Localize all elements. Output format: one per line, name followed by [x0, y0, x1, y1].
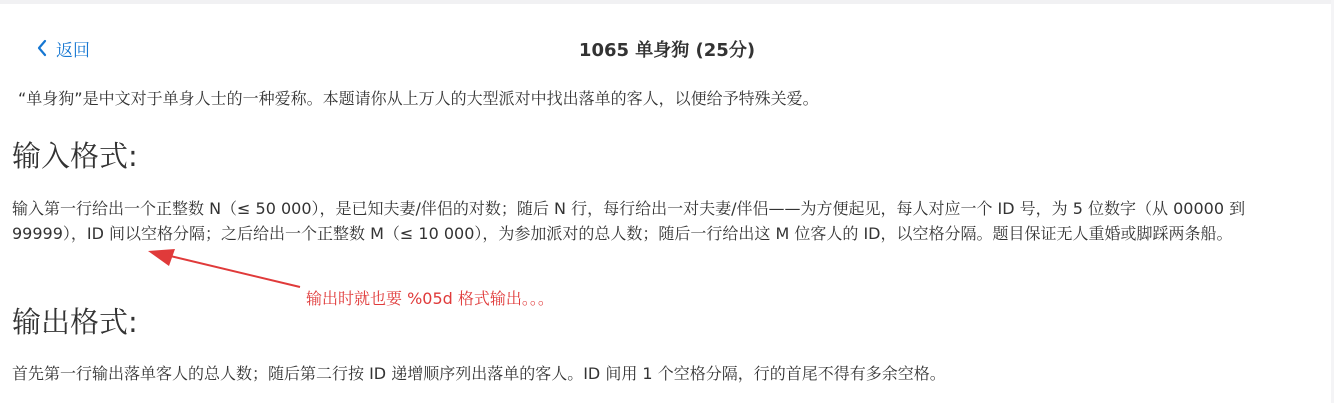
input-format-heading: 输入格式:	[12, 139, 138, 173]
top-divider	[0, 0, 1334, 4]
page-header	[0, 28, 1334, 68]
back-label: 返回	[56, 40, 90, 61]
output-format-text: 首先第一行输出落单客人的总人数；随后第二行按 ID 递增顺序列出落单的客人。ID 间用 1 个空格分隔，行的首尾不得有多余空格。	[12, 364, 946, 383]
page-title: 1065 单身狗 (25分)	[578, 40, 756, 61]
output-format-heading: 输出格式:	[12, 305, 138, 339]
problem-intro: “单身狗”是中文对于单身人士的一种爱称。本题请你从上万人的大型派对中找出落单的客人，以便给予特殊关爱。	[18, 89, 819, 108]
input-format-text: 输入第一行给出一个正整数 N（≤ 50 000），是已知夫妻/伴侣的对数；随后 N 行，每行给出一对夫妻/伴侣——为方便起见，每人对应一个 ID 号，为 5 位数字（从 00000 到 99999），ID 间以空格分隔；之后给出一个正整数 M（≤ 10 000），为参加派对的总人数；随后一行给出这 M 位客人的 ID，以空格分隔。题目保证无人重婚或脚踩两条船。	[12, 199, 1246, 243]
annotation-note: 输出时就也要 %05d 格式输出。。。	[306, 289, 554, 308]
